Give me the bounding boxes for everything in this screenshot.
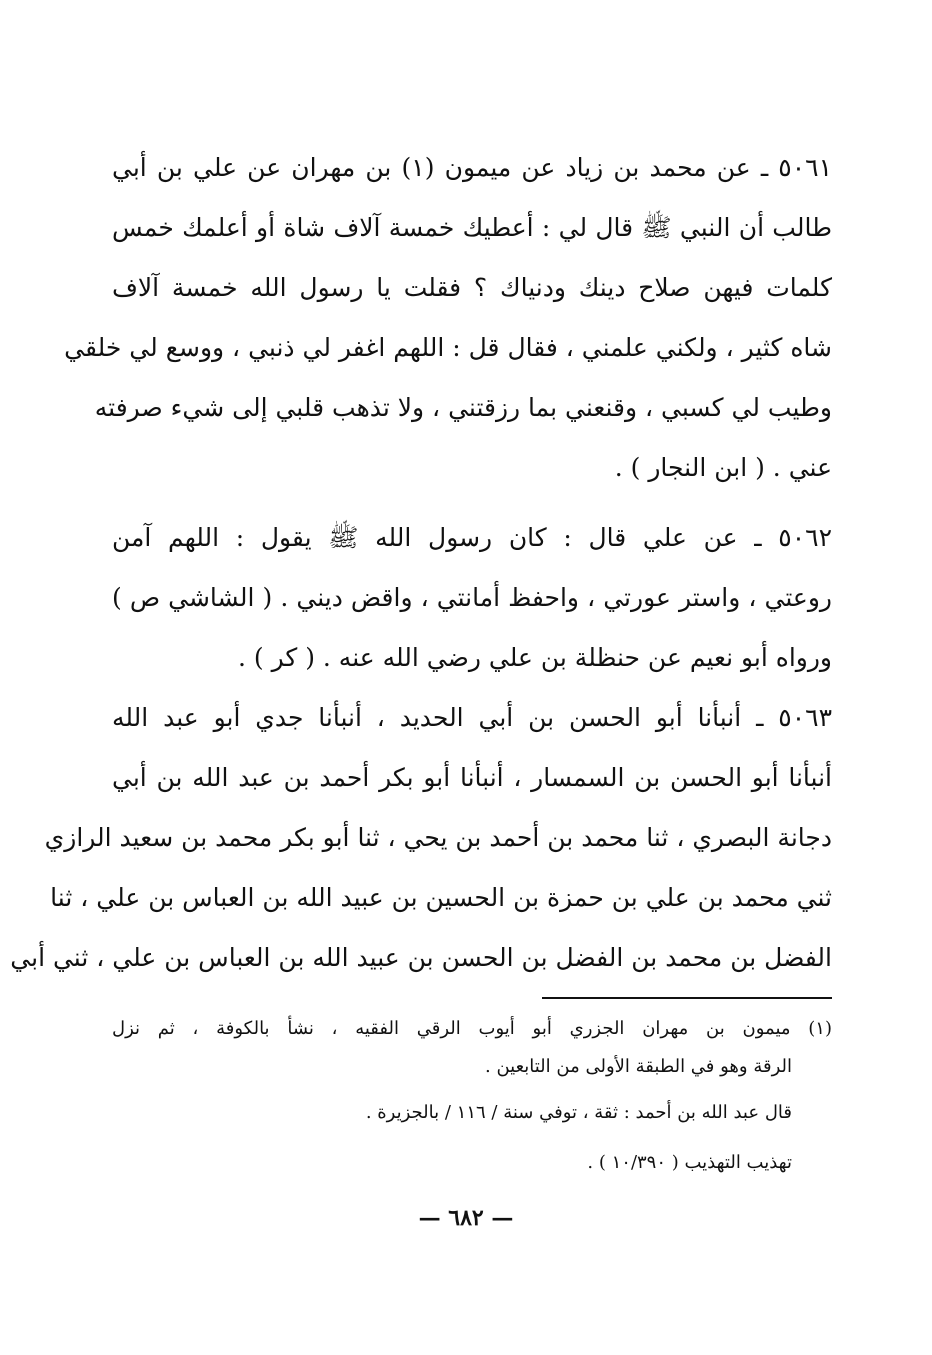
footnote-divider [542,997,832,999]
footnote-line-3: قال عبد الله بن أحمد : ثقة ، توفي سنة / ١١٦ / بالجزيرة . [365,1102,792,1123]
footnote-line-4: تهذيب التهذيب ( ١٠/٣٩٠ ) . [587,1152,792,1173]
footnote-line-1: (١) ميمون بن مهران الجزري أبو أيوب الرقي الفقيه ، نشأ بالكوفة ، ثم نزل [112,1018,832,1039]
text-line-hadith-5061-5: وطيب لي كسبي ، وقنعني بما رزقتني ، ولا تذهب قلبي إلى شيء صرفته [94,393,832,422]
footnote-line-2: الرقة وهو في الطبقة الأولى من التابعين . [485,1056,792,1077]
text-line-hadith-5061-4: شاه كثير ، ولكني علمني ، فقال قل : اللهم اغفر لي ذنبي ، ووسع لي خلقي [64,333,832,362]
text-line-hadith-5062-1: ٥٠٦٢ ـ عن علي قال : كان رسول الله ﷺ يقول : اللهم آمن [112,523,832,552]
page-number: — ٦٨٢ — [418,1205,514,1231]
text-line-hadith-5062-2: روعتي ، واستر عورتي ، واحفظ أمانتي ، واقض ديني . ( الشاشي ص ) [112,583,832,612]
text-line-hadith-5063-1: ٥٠٦٣ ـ أنبأنا أبو الحسن بن أبي الحديد ، أنبأنا جدي أبو عبد الله [112,703,832,732]
text-line-hadith-5063-2: أنبأنا أبو الحسن بن السمسار ، أنبأنا أبو بكر أحمد بن عبد الله بن أبي [112,763,832,792]
text-line-hadith-5061-3: كلمات فيهن صلاح دينك ودنياك ؟ فقلت يا رسول الله خمسة آلاف [112,273,832,302]
text-line-hadith-5063-3: دجانة البصري ، ثنا محمد بن أحمد بن يحي ، ثنا أبو بكر محمد بن سعيد الرازي [44,823,832,852]
text-line-hadith-5061-1: ٥٠٦١ ـ عن محمد بن زياد عن ميمون (١) بن مهران عن علي بن أبي [112,153,832,182]
text-line-hadith-5063-4: ثني محمد بن علي بن حمزة بن الحسين بن عبيد الله بن العباس بن علي ، ثنا [50,883,832,912]
text-line-hadith-5061-6: عني . ( ابن النجار ) . [614,453,832,482]
text-line-hadith-5063-5: الفضل بن محمد بن الفضل بن الحسن بن عبيد الله بن العباس بن علي ، ثني أبي [10,943,832,972]
text-line-hadith-5061-2: طالب أن النبي ﷺ قال لي : أعطيك خمسة آلاف شاة أو أعلمك خمس [112,213,832,242]
text-line-hadith-5062-3: ورواه أبو نعيم عن حنظلة بن علي رضي الله عنه . ( كر ) . [237,643,832,672]
